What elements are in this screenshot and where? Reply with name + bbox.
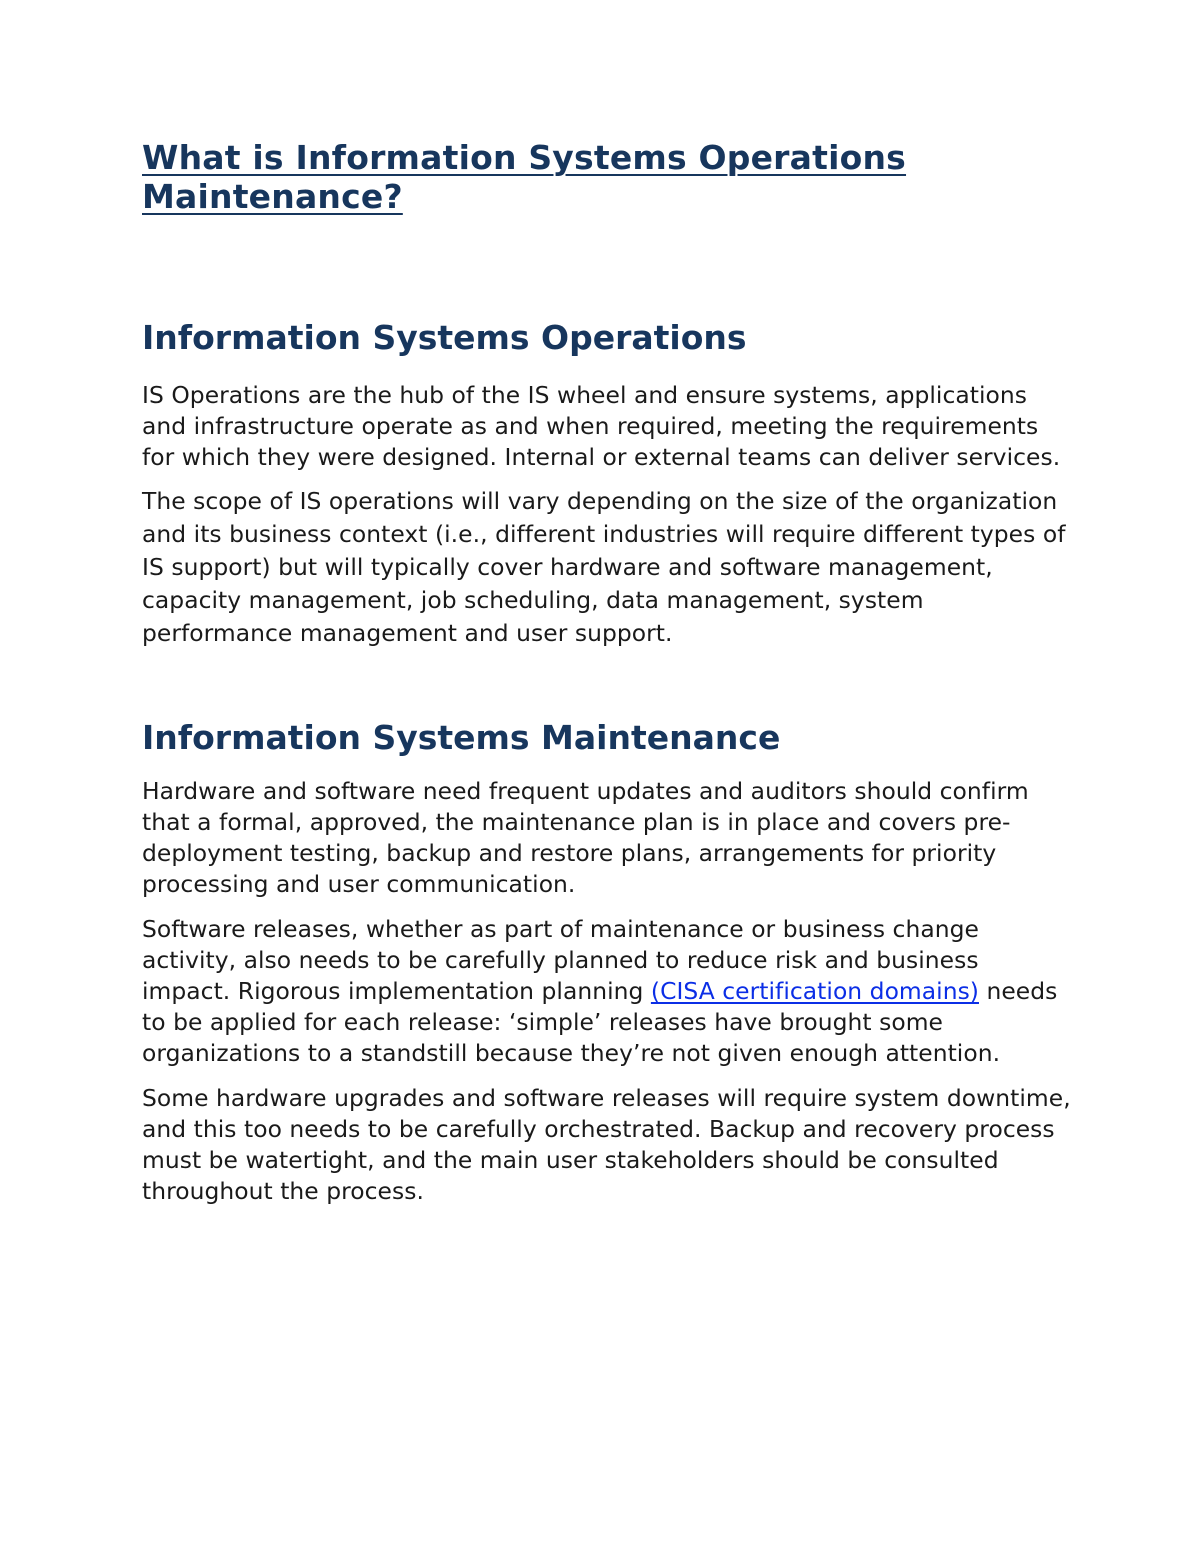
maintenance-paragraph-2 [142, 914, 1072, 1069]
operations-paragraph-2: The scope of IS operations will vary depending on the size of the organization and its business context (i.e., different industries will require different types of IS support) but will typically cover hardware and software management, capacity management, job scheduling, data management, system performance management and user support. [142, 487, 1066, 647]
section-heading-maintenance: Information Systems Maintenance [142, 718, 781, 757]
document-title [142, 138, 1072, 216]
maintenance-paragraph-2-before-link: Software releases, whether as part of maintenance or business change activity, also needs to be carefully planned to reduce risk and business impact. Rigorous implementation planning [142, 915, 979, 1005]
maintenance-paragraph-1: Hardware and software need frequent updates and auditors should confirm that a formal, approved, the maintenance plan is in place and covers pre-deployment testing, backup and restore plans, arrangements for priority processing and user communication. [142, 777, 1029, 898]
maintenance-paragraph-3: Some hardware upgrades and software releases will require system downtime, and this too needs to be carefully orchestrated. Backup and recovery process must be watertight, and the main user stakeholders should be consulted throughout the process. [142, 1084, 1071, 1205]
document-title-text: What is Information Systems Operations Maintenance? [142, 138, 907, 216]
maintenance-paragraph-2-after-link: needs to be applied for each release: ‘simple’ releases have brought some organizations to a standstill because they’re not given enough attention. [142, 977, 1058, 1067]
operations-paragraph-1: IS Operations are the hub of the IS wheel and ensure systems, applications and infrastructure operate as and when required, meeting the requirements for which they were designed. Internal or external teams can deliver services. [142, 381, 1061, 471]
section-heading-operations: Information Systems Operations [142, 318, 747, 357]
cisa-certification-domains-link[interactable]: (CISA certification domains) [650, 977, 979, 1005]
document-page [142, 138, 1072, 1207]
